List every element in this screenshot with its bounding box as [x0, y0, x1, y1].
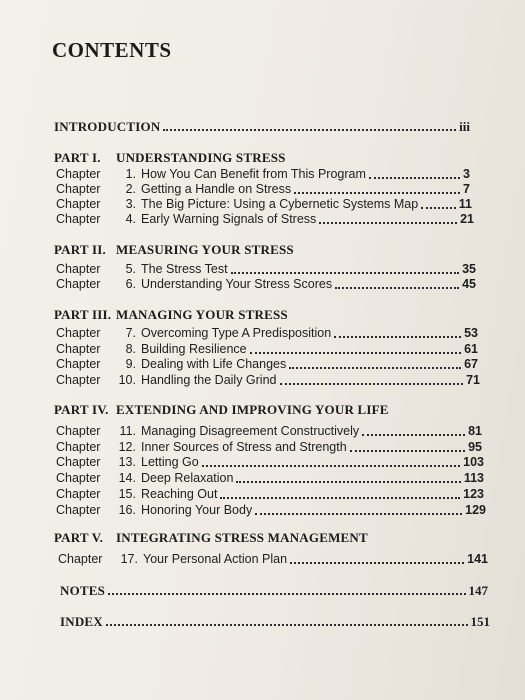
toc-chapter-13[interactable]: [56, 455, 484, 471]
toc-chapter-4[interactable]: [56, 212, 474, 228]
chapter-page: 7: [463, 182, 470, 196]
leader-dots: [294, 191, 460, 194]
leader-dots: [202, 464, 460, 467]
chapter-number: 4.: [125, 212, 136, 226]
leader-dots: [350, 449, 465, 452]
leader-dots: [362, 433, 465, 436]
leader-dots: [255, 512, 462, 515]
chapter-page: 45: [462, 277, 476, 291]
chapter-title: Letting Go: [141, 455, 199, 469]
chapter-page: 21: [460, 212, 474, 226]
part-number: PART V.: [54, 530, 104, 545]
chapter-label: Chapter: [56, 212, 101, 226]
chapter-page: 81: [468, 424, 482, 438]
chapter-title: Understanding Your Stress Scores: [141, 277, 333, 291]
chapter-label: Chapter: [56, 487, 101, 501]
toc-index-page: 151: [470, 614, 490, 629]
chapter-number: 3.: [125, 197, 136, 211]
chapter-number: 15.: [118, 487, 136, 501]
chapter-title: Handling the Daily Grind: [141, 373, 277, 387]
chapter-title: The Stress Test: [141, 262, 228, 276]
chapter-number: 6.: [125, 277, 136, 291]
chapter-page: 71: [466, 373, 480, 387]
toc-chapter-16[interactable]: [56, 503, 486, 519]
toc-chapter-7[interactable]: [56, 326, 478, 342]
toc-notes-label: NOTES: [60, 583, 106, 598]
chapter-title: Inner Sources of Stress and Strength: [141, 440, 347, 454]
part-title: INTEGRATING STRESS MANAGEMENT: [116, 530, 368, 545]
toc-chapter-17[interactable]: [58, 552, 488, 568]
part-title: MANAGING YOUR STRESS: [116, 307, 288, 322]
toc-introduction-label: INTRODUCTION: [54, 119, 161, 134]
chapter-title: Honoring Your Body: [141, 503, 253, 517]
part-3-heading: [54, 307, 288, 323]
leader-dots: [334, 335, 461, 338]
part-number: PART IV.: [54, 402, 109, 417]
toc-chapter-14[interactable]: [56, 471, 484, 487]
chapter-label: Chapter: [56, 326, 101, 340]
chapter-page: 67: [464, 357, 478, 371]
leader-dots: [421, 206, 456, 209]
leader-dots: [369, 176, 460, 179]
part-number: PART I.: [54, 150, 101, 165]
part-4-heading: [54, 402, 389, 418]
toc-chapter-12[interactable]: [56, 440, 482, 456]
chapter-number: 10.: [118, 373, 136, 387]
toc-notes[interactable]: [60, 583, 488, 599]
part-number: PART III.: [54, 307, 112, 322]
part-title: MEASURING YOUR STRESS: [116, 242, 294, 257]
chapter-title: The Big Picture: Using a Cybernetic Systems Map: [141, 197, 419, 211]
chapter-page: 113: [463, 471, 484, 485]
chapter-page: 95: [468, 440, 482, 454]
toc-chapter-2[interactable]: [56, 182, 470, 198]
page-title: CONTENTS: [52, 38, 172, 62]
toc-chapter-5[interactable]: [56, 262, 476, 278]
part-number: PART II.: [54, 242, 106, 257]
chapter-label: Chapter: [56, 455, 101, 469]
chapter-number: 16.: [118, 503, 136, 517]
part-5-heading: [54, 530, 368, 546]
chapter-label: Chapter: [56, 424, 101, 438]
part-title: UNDERSTANDING STRESS: [116, 150, 286, 165]
chapter-label: Chapter: [56, 262, 101, 276]
leader-dots: [335, 286, 459, 289]
chapter-number: 12.: [118, 440, 136, 454]
chapter-title: Managing Disagreement Constructively: [141, 424, 360, 438]
toc-index[interactable]: [60, 614, 490, 630]
chapter-title: Dealing with Life Changes: [141, 357, 287, 371]
chapter-number: 17.: [120, 552, 138, 566]
toc-chapter-6[interactable]: [56, 277, 476, 293]
chapter-label: Chapter: [56, 471, 101, 485]
chapter-number: 13.: [118, 455, 136, 469]
toc-index-label: INDEX: [60, 614, 103, 629]
leader-dots: [106, 623, 468, 626]
chapter-label: Chapter: [58, 552, 103, 566]
chapter-page: 3: [463, 167, 470, 181]
chapter-label: Chapter: [56, 440, 101, 454]
chapter-label: Chapter: [56, 182, 101, 196]
chapter-label: Chapter: [56, 167, 101, 181]
chapter-number: 14.: [118, 471, 136, 485]
leader-dots: [289, 366, 461, 369]
leader-dots: [250, 351, 461, 354]
toc-chapter-8[interactable]: [56, 342, 478, 358]
chapter-number: 1.: [125, 167, 136, 181]
chapter-page: 61: [464, 342, 478, 356]
toc-introduction-page: iii: [459, 119, 470, 134]
part-title: EXTENDING AND IMPROVING YOUR LIFE: [116, 402, 389, 417]
chapter-number: 2.: [125, 182, 136, 196]
toc-chapter-1[interactable]: [56, 167, 470, 183]
chapter-number: 5.: [125, 262, 136, 276]
chapter-number: 11.: [119, 424, 136, 438]
chapter-title: Early Warning Signals of Stress: [141, 212, 317, 226]
chapter-label: Chapter: [56, 342, 101, 356]
toc-notes-page: 147: [468, 583, 488, 598]
leader-dots: [290, 561, 464, 564]
chapter-title: How You Can Benefit from This Program: [141, 167, 366, 181]
toc-chapter-11[interactable]: [56, 424, 482, 440]
chapter-title: Overcoming Type A Predisposition: [141, 326, 332, 340]
chapter-number: 7.: [125, 326, 136, 340]
leader-dots: [319, 221, 457, 224]
leader-dots: [280, 382, 464, 385]
chapter-title: Deep Relaxation: [141, 471, 234, 485]
toc-chapter-9[interactable]: [56, 357, 478, 373]
chapter-number: 9.: [125, 357, 136, 371]
chapter-page: 35: [462, 262, 476, 276]
leader-dots: [220, 496, 460, 499]
chapter-label: Chapter: [56, 277, 101, 291]
leader-dots: [231, 271, 459, 274]
chapter-number: 8.: [125, 342, 136, 356]
chapter-label: Chapter: [56, 357, 101, 371]
chapter-page: 141: [467, 552, 488, 566]
chapter-page: 129: [465, 503, 486, 517]
toc-chapter-3[interactable]: [56, 197, 472, 213]
toc-chapter-15[interactable]: [56, 487, 484, 503]
toc-chapter-10[interactable]: [56, 373, 480, 389]
toc-introduction[interactable]: [54, 119, 470, 135]
chapter-title: Your Personal Action Plan: [143, 552, 288, 566]
chapter-page: 123: [463, 487, 484, 501]
leader-dots: [108, 592, 465, 595]
chapter-label: Chapter: [56, 373, 101, 387]
chapter-title: Getting a Handle on Stress: [141, 182, 292, 196]
chapter-title: Building Resilience: [141, 342, 247, 356]
leader-dots: [236, 480, 460, 483]
chapter-label: Chapter: [56, 503, 101, 517]
chapter-page: 11: [458, 197, 472, 211]
chapter-title: Reaching Out: [141, 487, 218, 501]
chapter-page: 103: [463, 455, 484, 469]
part-1-heading: [54, 150, 286, 166]
chapter-page: 53: [464, 326, 478, 340]
chapter-label: Chapter: [56, 197, 101, 211]
part-2-heading: [54, 242, 294, 258]
leader-dots: [163, 128, 456, 131]
